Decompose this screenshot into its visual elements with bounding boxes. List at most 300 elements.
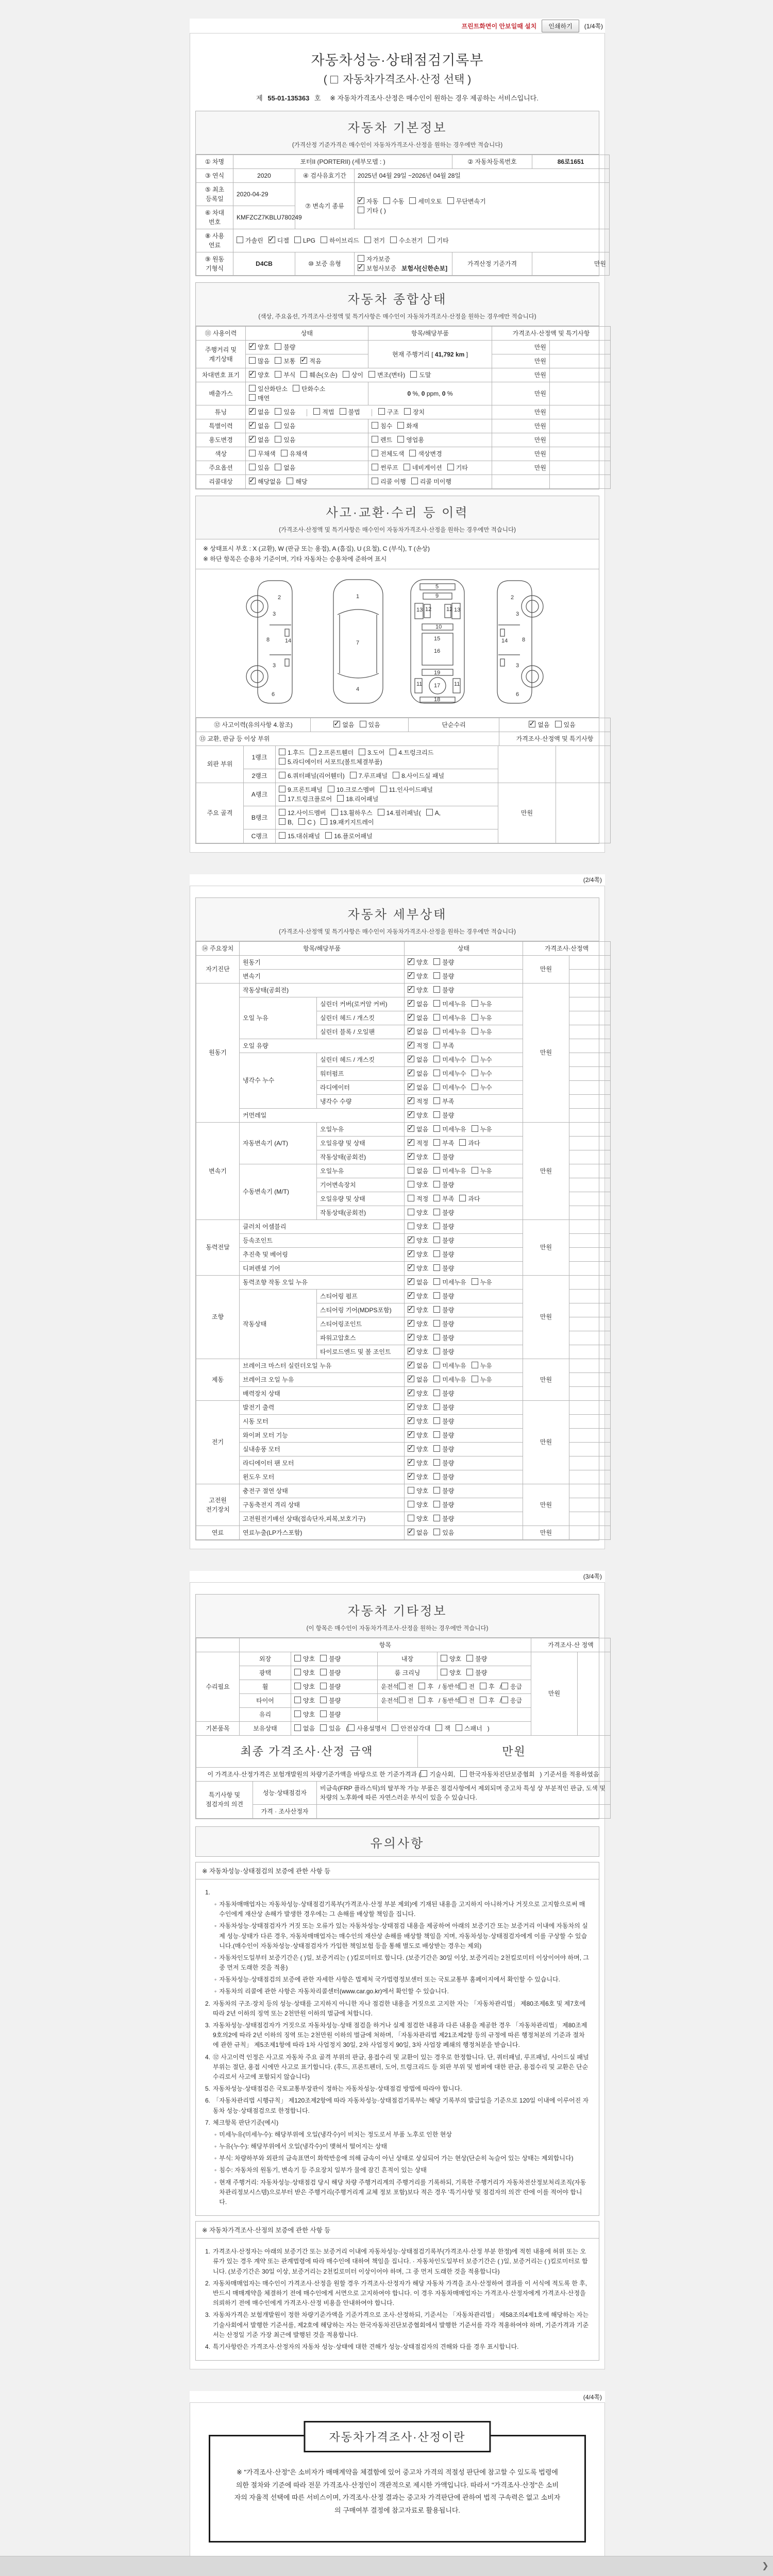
checkbox-없음[interactable] xyxy=(294,1724,301,1731)
checkbox-미세누유[interactable] xyxy=(433,1125,440,1132)
checkbox-전[interactable] xyxy=(460,1697,466,1703)
table-cell xyxy=(569,983,611,997)
checkbox-불량[interactable] xyxy=(320,1710,327,1717)
checkbox-하이브리드[interactable] xyxy=(321,236,327,243)
checkbox-누유[interactable] xyxy=(472,1000,478,1007)
checkbox-없음[interactable] xyxy=(408,1000,414,1007)
checkbox-13.휠하우스[interactable] xyxy=(331,809,338,816)
final-price-table xyxy=(196,1735,611,1782)
checkbox-없음[interactable] xyxy=(529,721,535,727)
option: ✓양호 xyxy=(249,344,270,351)
checkbox-양호[interactable] xyxy=(294,1669,301,1675)
checkbox-누수[interactable] xyxy=(472,1083,478,1090)
table-cell: 비금속(FRP 플라스틱)의 탈부착 가능 부품은 점검사항에서 제외되며 중고차 특성 상 부분적인 판금, 도색 및 차량의 노후화에 따른 자연스러운 부식이 있을 수 있습니다. xyxy=(317,1781,611,1804)
checkbox-매연[interactable] xyxy=(249,394,256,401)
checkbox-불량[interactable] xyxy=(433,958,440,965)
checkbox-탄화수소[interactable] xyxy=(293,385,299,392)
checkbox-양호[interactable] xyxy=(441,1669,447,1675)
option: 부족 xyxy=(433,1195,454,1202)
print-install-link[interactable]: 프린트화면이 안보일때 설치 xyxy=(461,22,537,30)
checkbox-3.도어[interactable] xyxy=(359,749,365,755)
checkbox-불량[interactable] xyxy=(320,1669,327,1675)
checkbox-양호[interactable] xyxy=(408,958,414,965)
checkbox-양호[interactable] xyxy=(408,1459,414,1466)
option-cell xyxy=(246,475,368,489)
checkbox-색상변경[interactable] xyxy=(409,450,416,456)
option: 미세누유 xyxy=(433,1376,466,1383)
panel-number: 6 xyxy=(272,691,275,698)
checkbox-누유[interactable] xyxy=(472,1028,478,1035)
option: 불량 xyxy=(433,1432,454,1439)
option-cell xyxy=(368,447,492,461)
checkbox-부족[interactable] xyxy=(433,1097,440,1104)
checkbox-미세누유[interactable] xyxy=(433,1028,440,1035)
checkbox-응급[interactable] xyxy=(501,1683,508,1689)
checkbox-보험사보증[interactable] xyxy=(358,264,364,271)
option: 9.프론트패널 xyxy=(279,786,323,793)
checkbox-있음[interactable] xyxy=(275,408,281,415)
checkbox-불량[interactable] xyxy=(433,1348,440,1354)
option: 기타 xyxy=(447,464,468,471)
checkbox-리콜 이행[interactable] xyxy=(372,478,378,484)
accident-panels-table xyxy=(196,745,611,843)
table-cell: 성능·상태점검자 xyxy=(253,1781,317,1804)
checkbox-미세누유[interactable] xyxy=(433,1014,440,1021)
checkbox-누유[interactable] xyxy=(472,1278,478,1285)
checkbox-전[interactable] xyxy=(399,1697,406,1703)
table-cell: 상태 xyxy=(405,941,523,955)
checkbox-기타[interactable] xyxy=(428,236,435,243)
checkbox-적정[interactable] xyxy=(408,1097,414,1104)
table-cell: 만원 xyxy=(492,341,550,354)
checkbox-양호[interactable] xyxy=(441,1655,447,1662)
checkbox-없음[interactable] xyxy=(408,1070,414,1076)
table-cell xyxy=(556,745,611,783)
checkbox-불량[interactable] xyxy=(320,1683,327,1689)
checkbox-불량[interactable] xyxy=(433,1431,440,1438)
option: 19.패키지트레이 xyxy=(321,819,374,826)
checkbox-양호[interactable] xyxy=(294,1710,301,1717)
checkbox-없음[interactable] xyxy=(249,408,256,415)
checkbox-불량[interactable] xyxy=(320,1655,327,1662)
option-cell xyxy=(291,1652,378,1666)
checkbox-양호[interactable] xyxy=(408,1250,414,1257)
checkbox-없음[interactable] xyxy=(275,464,281,470)
checkbox-전기[interactable] xyxy=(364,236,371,243)
checkbox-없음[interactable] xyxy=(408,1014,414,1021)
checkbox-양호[interactable] xyxy=(408,1389,414,1396)
option: ✓ 해당없음 xyxy=(249,478,281,485)
checkbox-양호[interactable] xyxy=(408,1487,414,1494)
checkbox-양호[interactable] xyxy=(408,1431,414,1438)
checkbox-양호[interactable] xyxy=(408,1223,414,1229)
checkbox-적음[interactable] xyxy=(300,357,307,364)
checkbox-C )[interactable] xyxy=(298,818,305,825)
checkbox-불량[interactable] xyxy=(433,1515,440,1521)
checkbox-불량[interactable] xyxy=(320,1697,327,1703)
checkbox-18.리어패널[interactable] xyxy=(337,795,344,802)
checkbox-불법[interactable] xyxy=(340,408,346,415)
table-cell: 만원 xyxy=(492,447,550,461)
checkbox-5.라디에이터 서포트(볼트체결부품)[interactable] xyxy=(279,758,285,765)
checkbox-미세누유[interactable] xyxy=(433,1376,440,1382)
checkbox-불량[interactable] xyxy=(433,1209,440,1215)
notice-marker: ◦ xyxy=(214,1922,217,1930)
checkbox-렌트[interactable] xyxy=(372,436,378,443)
checkbox-불량[interactable] xyxy=(433,1153,440,1160)
table-cell: 오일누유 xyxy=(317,1164,405,1178)
option: 있음 xyxy=(433,1529,454,1536)
checkbox-양호[interactable] xyxy=(408,1236,414,1243)
option: 전체도색 xyxy=(372,450,404,457)
checkbox-없음[interactable] xyxy=(249,422,256,429)
option: 자가보증 xyxy=(358,256,390,263)
checkbox-불량[interactable] xyxy=(433,972,440,979)
checkbox-잭[interactable] xyxy=(435,1724,442,1731)
horizontal-scrollbar[interactable] xyxy=(0,2556,773,2576)
checkbox-불량[interactable] xyxy=(433,1417,440,1424)
checkbox-가솔린[interactable] xyxy=(237,236,243,243)
checkbox-불량[interactable] xyxy=(433,1320,440,1327)
checkbox-부족[interactable] xyxy=(433,1139,440,1146)
checkbox-적정[interactable] xyxy=(408,1139,414,1146)
checkbox-미세누유[interactable] xyxy=(433,1362,440,1368)
checkbox-7.루프패널[interactable] xyxy=(350,772,357,778)
checkbox-양호[interactable] xyxy=(408,1181,414,1188)
checkbox-누유[interactable] xyxy=(472,1376,478,1382)
table-cell: 변속기 xyxy=(240,969,405,983)
checkbox-누수[interactable] xyxy=(472,1056,478,1062)
checkbox-스패너[interactable] xyxy=(456,1724,462,1731)
checkbox-LPG[interactable] xyxy=(294,236,301,243)
checkbox-1.후드[interactable] xyxy=(279,749,285,755)
table-cell: 보유상태 xyxy=(240,1721,291,1735)
accident-legend xyxy=(196,539,599,569)
checkbox-보통[interactable] xyxy=(275,357,281,364)
checkbox-양호[interactable] xyxy=(408,1403,414,1410)
option: 누수 xyxy=(472,1070,492,1077)
table-cell: 자기진단 xyxy=(196,955,240,983)
checkbox-없음[interactable] xyxy=(408,1028,414,1035)
checkbox-양호[interactable] xyxy=(294,1655,301,1662)
checkbox-불량[interactable] xyxy=(433,1111,440,1118)
checkbox-도말[interactable] xyxy=(410,371,417,378)
car-diagram xyxy=(196,569,599,718)
option-cell xyxy=(276,806,498,829)
checkbox-양호[interactable] xyxy=(408,1320,414,1327)
print-toolbar xyxy=(190,19,605,33)
option-text: / xyxy=(499,1683,501,1690)
checkbox-불량[interactable] xyxy=(433,1250,440,1257)
checkbox-해당없음[interactable] xyxy=(249,478,256,484)
price-survey-select-checkbox[interactable] xyxy=(330,76,338,83)
checkbox-양호[interactable] xyxy=(294,1683,301,1689)
checkbox-9.프론트패널[interactable] xyxy=(279,786,285,792)
checkbox-상이[interactable] xyxy=(343,371,349,378)
checkbox-침수[interactable] xyxy=(372,422,378,429)
checkbox-구조[interactable] xyxy=(378,408,385,415)
option-cell xyxy=(405,1053,523,1066)
checkbox-없음[interactable] xyxy=(408,1529,414,1535)
checkbox-미세누유[interactable] xyxy=(433,1278,440,1285)
option-cell xyxy=(405,1122,523,1136)
checkbox-있음[interactable] xyxy=(433,1529,440,1535)
checkbox-부족[interactable] xyxy=(433,1042,440,1048)
checkbox-불량[interactable] xyxy=(433,1473,440,1480)
checkbox-수소전기[interactable] xyxy=(390,236,397,243)
detail-section xyxy=(195,897,599,1540)
service-note: ※ 자동차가격조사·산정은 매수인이 원하는 경우 제공하는 서비스입니다. xyxy=(330,94,539,102)
checkbox-누수[interactable] xyxy=(472,1070,478,1076)
checkbox-불량[interactable] xyxy=(275,343,281,350)
checkbox-누유[interactable] xyxy=(472,1167,478,1174)
checkbox-양호[interactable] xyxy=(408,1348,414,1354)
notice-marker: ◦ xyxy=(214,1900,217,1908)
checkbox-16.플로어패널[interactable] xyxy=(325,832,332,839)
table-cell xyxy=(569,1247,611,1261)
checkbox-기술사회,[interactable] xyxy=(421,1770,427,1777)
car-diagram-svg xyxy=(238,574,557,709)
table-cell: 추진축 및 베어링 xyxy=(240,1247,405,1261)
checkbox-14.필러패널([interactable] xyxy=(378,809,384,816)
checkbox-없음[interactable] xyxy=(408,1167,414,1174)
table-cell xyxy=(550,341,611,354)
checkbox-과다[interactable] xyxy=(459,1195,466,1201)
checkbox-안전삼각대[interactable] xyxy=(392,1724,398,1731)
checkbox-양호[interactable] xyxy=(408,1515,414,1521)
option-cell xyxy=(246,341,368,354)
checkbox-불량[interactable] xyxy=(433,986,440,993)
checkbox-없음[interactable] xyxy=(333,721,340,727)
checkbox-양호[interactable] xyxy=(294,1697,301,1703)
checkbox-부족[interactable] xyxy=(433,1195,440,1201)
checkbox-있음[interactable] xyxy=(275,436,281,443)
checkbox-불량[interactable] xyxy=(433,1223,440,1229)
table-cell: 오일누유 xyxy=(317,1122,405,1136)
panel-number: 12 xyxy=(446,606,453,613)
checkbox-전체도색[interactable] xyxy=(372,450,378,456)
notice-marker: 2. xyxy=(205,2279,211,2287)
checkbox-자동[interactable] xyxy=(358,197,364,204)
checkbox-후[interactable] xyxy=(418,1697,425,1703)
checkbox-장치[interactable] xyxy=(404,408,411,415)
checkbox-불량[interactable] xyxy=(433,1292,440,1299)
print-button[interactable]: 인쇄하기 xyxy=(542,20,579,32)
checkbox-4.트렁크리드[interactable] xyxy=(390,749,396,755)
checkbox-없음[interactable] xyxy=(408,1362,414,1368)
checkbox-양호[interactable] xyxy=(249,371,256,378)
checkbox-과다[interactable] xyxy=(459,1139,466,1146)
checkbox-응급[interactable] xyxy=(501,1697,508,1703)
checkbox-없음[interactable] xyxy=(408,1278,414,1285)
table-cell: 내장 xyxy=(378,1652,438,1666)
table-cell: 조향 xyxy=(196,1275,240,1359)
checkbox-양호[interactable] xyxy=(408,1153,414,1160)
checkbox-자가보증[interactable] xyxy=(358,255,364,262)
checkbox-기타[interactable] xyxy=(447,464,454,470)
checkbox-8.사이드실 패널[interactable] xyxy=(393,772,399,778)
checkbox-10.크로스멤버[interactable] xyxy=(328,786,334,792)
checkbox-2.프론트휀더[interactable] xyxy=(310,749,316,755)
checkbox-해당[interactable] xyxy=(287,478,293,484)
checkbox-미세누수[interactable] xyxy=(433,1083,440,1090)
basic-info-table xyxy=(196,155,610,276)
checkbox-네비게이션[interactable] xyxy=(404,464,410,470)
checkbox-양호[interactable] xyxy=(408,1264,414,1271)
checkbox-적정[interactable] xyxy=(408,1195,414,1201)
checkbox-불량[interactable] xyxy=(433,1403,440,1410)
checkbox-17.트렁크플로어[interactable] xyxy=(279,795,285,802)
checkbox-B,[interactable] xyxy=(279,818,285,825)
checkbox-훼손(오손)[interactable] xyxy=(300,371,307,378)
option: 불량 xyxy=(433,1307,454,1314)
option: ✓ 양호 xyxy=(408,1348,428,1355)
checkbox-무단변속기[interactable] xyxy=(447,197,454,204)
checkbox-있음[interactable] xyxy=(360,721,366,727)
option-cell xyxy=(355,252,452,276)
option: ✓ 없음 xyxy=(529,721,549,728)
checkbox-있음[interactable] xyxy=(555,721,562,727)
option: 스패너 xyxy=(456,1725,482,1732)
checkbox-있음[interactable] xyxy=(320,1724,327,1731)
checkbox-후[interactable] xyxy=(418,1683,425,1689)
option-text: ) xyxy=(487,1724,490,1732)
checkbox-없음[interactable] xyxy=(408,1083,414,1090)
checkbox-미세누수[interactable] xyxy=(433,1056,440,1062)
checkbox-미세누유[interactable] xyxy=(433,1000,440,1007)
checkbox-없음[interactable] xyxy=(249,436,256,443)
checkbox-썬루프[interactable] xyxy=(372,464,378,470)
checkbox-기타 ( )[interactable] xyxy=(358,207,364,213)
checkbox-A,[interactable] xyxy=(426,809,433,816)
checkbox-영업용[interactable] xyxy=(397,436,404,443)
panel-number: 10 xyxy=(435,623,442,630)
checkbox-불량[interactable] xyxy=(466,1655,473,1662)
checkbox-불량[interactable] xyxy=(433,1389,440,1396)
checkbox-있음[interactable] xyxy=(275,422,281,429)
table-cell xyxy=(569,1206,611,1219)
checkbox-양호[interactable] xyxy=(408,1306,414,1313)
checkbox-12.사이드멤버[interactable] xyxy=(279,809,285,816)
checkbox-후[interactable] xyxy=(480,1683,486,1689)
option: 불량 xyxy=(433,1334,454,1342)
table-cell: 실내송풍 모터 xyxy=(240,1442,405,1456)
notice-block2-title: ※ 자동차가격조사·산정의 보증에 관한 사항 등 xyxy=(195,2221,599,2239)
checkbox-리콜 미이행[interactable] xyxy=(411,478,418,484)
checkbox-양호[interactable] xyxy=(408,1111,414,1118)
checkbox-불량[interactable] xyxy=(433,1445,440,1452)
table-cell xyxy=(550,475,611,489)
checkbox-불량[interactable] xyxy=(433,1334,440,1341)
checkbox-19.패키지트레이[interactable] xyxy=(321,818,327,825)
table-cell: 만원 xyxy=(523,1400,569,1484)
checkbox-누유[interactable] xyxy=(472,1014,478,1021)
checkbox-후[interactable] xyxy=(480,1697,486,1703)
checkbox-11.인사이드패널[interactable] xyxy=(380,786,387,792)
checkbox-수동[interactable] xyxy=(383,197,390,204)
table-cell: 색상 xyxy=(196,447,246,461)
checkbox-세미오토[interactable] xyxy=(409,197,416,204)
table-cell: 오일유량 및 상태 xyxy=(317,1192,405,1206)
option: 불량 xyxy=(433,1515,454,1522)
table-cell: 실린더 헤드 / 개스킷 xyxy=(317,1053,405,1066)
option-cell xyxy=(405,1206,523,1219)
table-cell: 스티어링 펌프 xyxy=(317,1289,405,1303)
checkbox-전[interactable] xyxy=(460,1683,466,1689)
checkbox-변조(변타)[interactable] xyxy=(368,371,375,378)
checkbox-양호[interactable] xyxy=(408,1209,414,1215)
checkbox-양호[interactable] xyxy=(249,343,256,350)
table-cell: 광택 xyxy=(240,1666,291,1680)
checkbox-유채색[interactable] xyxy=(281,450,288,456)
checkbox-불량[interactable] xyxy=(433,1501,440,1507)
checkbox-불량[interactable] xyxy=(433,1181,440,1188)
notice-marker: 4. xyxy=(205,2343,211,2350)
checkbox-양호[interactable] xyxy=(408,1292,414,1299)
option: ✓ 없음 xyxy=(408,1376,428,1383)
checkbox-양호[interactable] xyxy=(408,1445,414,1452)
checkbox-있음[interactable] xyxy=(249,464,256,470)
option: 세미오토 xyxy=(409,198,442,205)
checkbox-15.대쉬패널[interactable] xyxy=(279,832,285,839)
checkbox-누유[interactable] xyxy=(472,1362,478,1368)
checkbox-없음[interactable] xyxy=(408,1125,414,1132)
checkbox-일산화탄소[interactable] xyxy=(249,385,256,392)
checkbox-양호[interactable] xyxy=(408,1501,414,1507)
table-cell: 브레이크 오일 누유 xyxy=(240,1372,405,1386)
table-cell: ⑪ 사용이력 xyxy=(196,327,246,341)
checkbox-6.쿼터패널(리어휀더)[interactable] xyxy=(279,772,285,778)
checkbox-없음[interactable] xyxy=(408,1376,414,1382)
checkbox-한국자동차진단보증협회[interactable] xyxy=(460,1770,467,1777)
option: 양호 xyxy=(294,1669,315,1676)
notice-marker: ◦ xyxy=(214,2166,217,2174)
checkbox-불량[interactable] xyxy=(433,1459,440,1466)
scroll-right-button[interactable]: ❯ xyxy=(762,2562,769,2570)
checkbox-디젤[interactable] xyxy=(268,236,275,243)
option: B, xyxy=(279,819,293,826)
checkbox-불량[interactable] xyxy=(433,1264,440,1271)
page-indicator-4: (4/4쪽) xyxy=(583,2393,602,2401)
checkbox-양호[interactable] xyxy=(408,1473,414,1480)
checkbox-사용설명서[interactable] xyxy=(348,1724,355,1731)
checkbox-적법[interactable] xyxy=(313,408,320,415)
checkbox-화재[interactable] xyxy=(397,422,404,429)
checkbox-양호[interactable] xyxy=(408,986,414,993)
table-cell: 워터펌프 xyxy=(317,1066,405,1080)
checkbox-미세누유[interactable] xyxy=(433,1167,440,1174)
notice-line xyxy=(205,2165,590,2175)
checkbox-불량[interactable] xyxy=(433,1236,440,1243)
option: 응급 xyxy=(501,1683,522,1690)
checkbox-누유[interactable] xyxy=(472,1125,478,1132)
checkbox-적정[interactable] xyxy=(408,1042,414,1048)
checkbox-양호[interactable] xyxy=(408,972,414,979)
checkbox-미세누수[interactable] xyxy=(433,1070,440,1076)
panel-number: 11 xyxy=(454,681,460,687)
checkbox-부식[interactable] xyxy=(275,371,281,378)
notice-text: 자동차성능·상태점검의 보증에 관한 자세한 사항은 법제처 국가법령정보센터 또는 국토교통부 홈페이지에서 확인할 수 있습니다. xyxy=(219,1976,560,1984)
checkbox-많음[interactable] xyxy=(249,357,256,364)
checkbox-불량[interactable] xyxy=(433,1487,440,1494)
checkbox-없음[interactable] xyxy=(408,1056,414,1062)
checkbox-무채색[interactable] xyxy=(249,450,256,456)
checkbox-불량[interactable] xyxy=(466,1669,473,1675)
checkbox-전[interactable] xyxy=(399,1683,406,1689)
checkbox-불량[interactable] xyxy=(433,1306,440,1313)
checkbox-양호[interactable] xyxy=(408,1334,414,1341)
checkbox-양호[interactable] xyxy=(408,1417,414,1424)
